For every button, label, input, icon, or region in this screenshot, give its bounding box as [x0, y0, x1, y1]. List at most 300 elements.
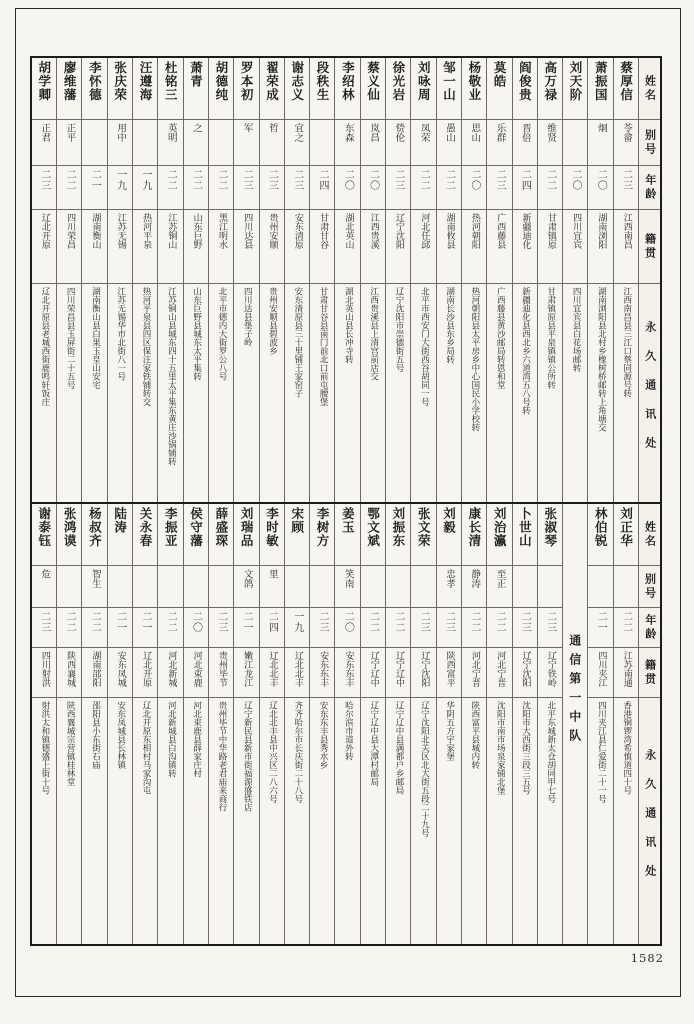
native-place-cell [437, 210, 461, 284]
native-place-cell-text: 河北宁晋 [495, 651, 506, 687]
address-cell-text: 安东清原县三十里铺王家窑子 [292, 287, 303, 398]
header-alias-label [639, 566, 660, 608]
age-cell-text: 二〇 [570, 169, 581, 191]
address-cell [437, 284, 461, 502]
native-place-cell-text: 辽宁沈阳 [394, 213, 405, 249]
name-cell [234, 58, 258, 120]
name-cell-text: 鄂文斌 [365, 507, 381, 548]
age-cell [361, 166, 385, 210]
person-column [233, 58, 258, 502]
name-cell [82, 58, 106, 120]
alias-cell [614, 120, 638, 166]
alias-cell [386, 120, 410, 166]
person-column [132, 504, 157, 944]
alias-cell [487, 120, 511, 166]
age-cell-text: 二三 [392, 169, 404, 191]
age-cell [437, 608, 461, 648]
person-column [183, 504, 208, 944]
age-cell [411, 166, 435, 210]
alias-cell [108, 120, 132, 166]
address-cell [538, 284, 562, 502]
alias-cell [209, 566, 233, 608]
name-cell [260, 58, 284, 120]
address-cell-text: 哈尔滨市道外转 [343, 701, 354, 761]
person-column [259, 58, 284, 502]
name-cell [335, 58, 359, 120]
age-cell [386, 608, 410, 648]
page-number: 1582 [630, 951, 664, 965]
name-cell [310, 504, 334, 566]
native-place-cell-text: 广西藤县 [495, 213, 506, 249]
name-cell-text: 李绍林 [340, 61, 356, 102]
person-column [157, 58, 182, 502]
address-cell-text: 沈阳市大西街三段三五号 [520, 701, 531, 795]
native-place-cell-text: 江苏铜山 [166, 213, 177, 249]
address-cell [260, 698, 284, 944]
name-cell-text: 阎俊贵 [517, 61, 533, 102]
native-place-cell-text: 河北宁晋 [469, 651, 480, 687]
native-place-cell [487, 210, 511, 284]
age-cell-text: 二四 [519, 169, 531, 191]
alias-cell-text: 贽伦 [393, 123, 405, 142]
alias-cell [234, 566, 258, 608]
age-cell [158, 166, 182, 210]
alias-cell [32, 120, 56, 166]
person-column [461, 58, 486, 502]
name-cell [82, 504, 106, 566]
age-cell [158, 608, 182, 648]
age-cell-text: 二二 [443, 169, 455, 191]
person-column [56, 58, 81, 502]
header-name-label-text: 姓名 [643, 74, 657, 103]
native-place-cell-text: 湖南攸县 [444, 213, 455, 249]
age-cell-text: 一九 [114, 169, 126, 191]
alias-cell-text: 英明 [165, 123, 177, 142]
name-cell-text: 宋顾 [289, 507, 305, 534]
header-native-label-text: 籍贯 [643, 232, 657, 261]
name-cell-text: 廖维藩 [62, 61, 78, 102]
name-cell-text: 刘正华 [618, 507, 634, 548]
name-cell [487, 504, 511, 566]
alias-cell [538, 566, 562, 608]
name-cell-text: 侯守藩 [188, 507, 204, 548]
native-place-cell-text: 四川射洪 [39, 651, 50, 687]
age-cell [285, 608, 309, 648]
person-column [284, 504, 309, 944]
age-cell-text: 二三 [38, 169, 50, 191]
native-place-cell-text: 辽北开原 [39, 213, 50, 249]
name-cell [361, 58, 385, 120]
directory-table-bottom [30, 502, 662, 946]
address-cell [614, 284, 638, 502]
alias-cell [335, 120, 359, 166]
age-cell [335, 166, 359, 210]
age-cell-text: 二三 [443, 611, 455, 633]
address-cell-text: 北平市德内大街罗公八号 [216, 287, 227, 381]
age-cell-text: 二三 [620, 169, 632, 191]
address-cell-text: 湖北英山县长冲寺转 [343, 287, 354, 364]
alias-cell [487, 566, 511, 608]
alias-cell [133, 566, 157, 608]
alias-cell [361, 120, 385, 166]
alias-cell [588, 566, 612, 608]
native-place-cell [386, 648, 410, 698]
person-column [259, 504, 284, 944]
alias-cell [57, 566, 81, 608]
native-place-cell [310, 210, 334, 284]
person-column [107, 504, 132, 944]
alias-cell-text: 文鸽 [241, 569, 253, 588]
address-cell [82, 284, 106, 502]
alias-cell [335, 566, 359, 608]
address-cell [184, 284, 208, 502]
address-cell [285, 698, 309, 944]
name-cell [462, 504, 486, 566]
native-place-cell [108, 648, 132, 698]
age-cell [437, 166, 461, 210]
header-native-label-text: 籍贯 [643, 658, 657, 687]
native-place-cell [614, 210, 638, 284]
name-cell-text: 胡德纯 [213, 61, 229, 102]
native-place-cell-text: 辽宁铁岭 [545, 651, 556, 687]
address-cell [563, 284, 587, 502]
alias-cell-text: 凤荣 [418, 123, 430, 142]
person-column [461, 504, 486, 944]
alias-cell [386, 566, 410, 608]
native-place-cell [285, 210, 309, 284]
address-cell-text: 湖南衡山县白果玉皇山安宅 [90, 287, 101, 389]
name-cell [57, 58, 81, 120]
age-cell [108, 166, 132, 210]
age-cell [462, 166, 486, 210]
name-cell-text: 李怀德 [87, 61, 103, 102]
address-cell-text: 广西藤县黄沙邮局转恩和堂 [495, 287, 506, 389]
native-place-cell [538, 648, 562, 698]
address-cell [108, 698, 132, 944]
person-column [512, 58, 537, 502]
person-column [233, 504, 258, 944]
address-cell-text: 山东巨野县城东太平集转 [191, 287, 202, 381]
header-address-label [639, 284, 660, 502]
alias-cell [513, 566, 537, 608]
address-cell-text: 湖南长沙县东乡局转 [444, 287, 455, 364]
name-cell-text: 萧青 [188, 61, 204, 88]
age-cell-text: 二四 [266, 611, 278, 633]
age-cell-text: 二一 [89, 169, 101, 191]
native-place-cell [361, 648, 385, 698]
address-cell-text: 甘肃甘谷县南门前北口前屯腰堡 [318, 287, 329, 406]
native-place-cell-text: 甘肃甘谷 [318, 213, 329, 249]
native-place-cell [411, 210, 435, 284]
alias-cell-text: 至正 [494, 569, 506, 588]
address-cell-text: 甘肃镇原县平泉镇镇公所转 [545, 287, 556, 389]
alias-cell-text: 里 [266, 569, 278, 579]
age-cell [209, 608, 233, 648]
header-name-label-text: 姓名 [643, 520, 657, 549]
name-cell-text: 张庆荣 [112, 61, 128, 102]
address-cell [209, 284, 233, 502]
age-cell-text: 二二 [367, 611, 379, 633]
person-column [410, 504, 435, 944]
alias-cell [82, 566, 106, 608]
native-place-cell [487, 648, 511, 698]
age-cell [285, 166, 309, 210]
alias-cell [32, 566, 56, 608]
alias-cell [310, 566, 334, 608]
age-cell-text: 二三 [38, 611, 50, 633]
native-place-cell [260, 648, 284, 698]
alias-cell [184, 566, 208, 608]
address-cell-text: 四川宜宾县白花场邮转 [571, 287, 582, 372]
age-cell [184, 166, 208, 210]
age-cell-text: 二三 [418, 611, 430, 633]
age-cell-text: 二三 [519, 611, 531, 633]
person-column [385, 504, 410, 944]
address-cell-text: 江苏无锡华市北街八一号 [115, 287, 126, 381]
native-place-cell-text: 安东凤城 [115, 651, 126, 687]
address-cell [487, 284, 511, 502]
alias-cell-text: 思山 [469, 123, 481, 142]
person-column [32, 58, 56, 502]
native-place-cell [538, 210, 562, 284]
header-name-label [639, 504, 660, 566]
age-cell-text: 一九 [139, 169, 151, 191]
name-cell-text: 薛盛琛 [213, 507, 229, 548]
alias-cell-text: 哲 [266, 123, 278, 133]
address-cell [108, 284, 132, 502]
person-column [56, 504, 81, 944]
age-cell-text: 二一 [241, 611, 253, 633]
native-place-cell-text: 湖南浏阳 [596, 213, 607, 249]
age-cell [310, 166, 334, 210]
native-place-cell [462, 648, 486, 698]
address-cell-text: 华阴五方宇家堡 [444, 701, 455, 761]
native-place-cell [57, 648, 81, 698]
age-cell [563, 166, 587, 210]
address-cell [209, 698, 233, 944]
name-cell [108, 58, 132, 120]
alias-cell [588, 120, 612, 166]
alias-cell-text: 东森 [342, 123, 354, 142]
native-place-cell [437, 648, 461, 698]
age-cell [260, 608, 284, 648]
header-age-label [639, 166, 660, 210]
person-column [562, 58, 587, 502]
name-cell [386, 504, 410, 566]
native-place-cell [260, 210, 284, 284]
age-cell-text: 二三 [266, 169, 278, 191]
address-cell [234, 284, 258, 502]
header-address-label [639, 698, 660, 944]
address-cell [32, 284, 56, 502]
name-cell [335, 504, 359, 566]
name-cell-text: 李振亚 [163, 507, 179, 548]
age-cell-text: 二〇 [367, 169, 379, 191]
native-place-cell [513, 648, 537, 698]
age-cell [57, 166, 81, 210]
address-cell [361, 284, 385, 502]
native-place-cell-text: 贵州毕节 [216, 651, 227, 687]
address-cell-text: 河北新城县白沟镇转 [166, 701, 177, 778]
address-cell [310, 698, 334, 944]
age-cell-text: 二〇 [595, 169, 607, 191]
age-cell-text: 二二 [89, 611, 101, 633]
address-cell-text: 邵阳县小东街石庙 [90, 701, 101, 769]
age-cell-text: 二三 [544, 611, 556, 633]
alias-cell [82, 120, 106, 166]
alias-cell-text: 愚山 [443, 123, 455, 142]
name-cell-text: 杨叔齐 [87, 507, 103, 548]
address-cell-text: 香港铜锣湾希慎道四十号 [621, 701, 632, 795]
native-place-cell-text: 辽宁辽中 [394, 651, 405, 687]
alias-cell-text: 正平 [64, 123, 76, 142]
name-cell [285, 58, 309, 120]
person-column [81, 58, 106, 502]
name-cell [209, 504, 233, 566]
header-column [638, 58, 660, 502]
person-column [32, 504, 56, 944]
native-place-cell [32, 648, 56, 698]
section-title-cell [563, 504, 587, 944]
alias-cell [437, 120, 461, 166]
alias-cell-text: 笑南 [342, 569, 354, 588]
name-cell-text: 刘瑞品 [239, 507, 255, 548]
person-column [309, 58, 334, 502]
name-cell-text: 胡学卿 [36, 61, 52, 102]
native-place-cell [310, 648, 334, 698]
age-cell-text: 二二 [392, 611, 404, 633]
address-cell-text: 安东东丰县秀水乡 [318, 701, 329, 769]
header-address-label-text: 永久通讯处 [643, 320, 657, 466]
native-place-cell-text: 江苏无锡 [115, 213, 126, 249]
native-place-cell-text: 嫩江龙江 [242, 651, 253, 687]
name-cell [513, 504, 537, 566]
age-cell-text: 二二 [64, 611, 76, 633]
address-cell-text: 陕西襄城宗营镇桂林堂 [65, 701, 76, 786]
age-cell [538, 608, 562, 648]
directory-tables [30, 56, 662, 946]
address-cell-text: 辽宁沈阳市崇德街五号 [394, 287, 405, 372]
address-cell-text: 齐齐哈尔市长庆街二十八号 [292, 701, 303, 803]
person-column [360, 504, 385, 944]
person-column [537, 58, 562, 502]
age-cell-text: 二〇 [342, 169, 354, 191]
age-cell-text: 二二 [494, 611, 506, 633]
name-cell [32, 58, 56, 120]
section-title-text: 通信第一中队 [567, 634, 582, 748]
age-cell-text: 二二 [190, 169, 202, 191]
alias-cell [234, 120, 258, 166]
age-cell [310, 608, 334, 648]
person-column [132, 58, 157, 502]
name-cell [361, 504, 385, 566]
name-cell [260, 504, 284, 566]
age-cell-text: 二二 [165, 611, 177, 633]
name-cell-text: 康长清 [466, 507, 482, 548]
address-cell [335, 284, 359, 502]
name-cell-text: 高万禄 [542, 61, 558, 102]
age-cell-text: 二二 [468, 611, 480, 633]
address-cell [386, 698, 410, 944]
age-cell [462, 608, 486, 648]
age-cell-text: 二二 [544, 169, 556, 191]
native-place-cell [82, 648, 106, 698]
address-cell [386, 284, 410, 502]
native-place-cell [184, 210, 208, 284]
age-cell [335, 608, 359, 648]
name-cell [614, 504, 638, 566]
native-place-cell [462, 210, 486, 284]
alias-cell [133, 120, 157, 166]
person-column [334, 58, 359, 502]
address-cell-text: 四川达县垫子岭 [242, 287, 253, 347]
age-cell [538, 166, 562, 210]
age-cell [487, 166, 511, 210]
alias-cell [285, 120, 309, 166]
address-cell-text: 辽北北丰县中兴区二八六号 [267, 701, 278, 803]
person-column [587, 58, 612, 502]
name-cell [487, 58, 511, 120]
alias-cell-text: 智生 [89, 569, 101, 588]
person-column [360, 58, 385, 502]
native-place-cell [209, 648, 233, 698]
address-cell [133, 284, 157, 502]
native-place-cell-text: 陕西富平 [444, 651, 455, 687]
name-cell [209, 58, 233, 120]
address-cell-text: 四川荣昌县玉屏街二十五号 [65, 287, 76, 389]
alias-cell [184, 120, 208, 166]
native-place-cell-text: 河北新城 [166, 651, 177, 687]
address-cell [285, 284, 309, 502]
header-native-label [639, 648, 660, 698]
name-cell [158, 58, 182, 120]
name-cell-text: 刘天阶 [568, 61, 583, 102]
age-cell-text: 二二 [165, 169, 177, 191]
age-cell [513, 166, 537, 210]
native-place-cell [513, 210, 537, 284]
native-place-cell-text: 安东东丰 [343, 651, 354, 687]
age-cell-text: 二三 [215, 611, 227, 633]
alias-cell-text: 用中 [115, 123, 127, 142]
name-cell [462, 58, 486, 120]
name-cell [513, 58, 537, 120]
alias-cell [285, 566, 309, 608]
age-cell-text: 二二 [215, 169, 227, 191]
native-place-cell [588, 210, 612, 284]
address-cell [462, 284, 486, 502]
name-cell-text: 蔡厚信 [618, 61, 634, 102]
name-cell-text: 蔡义仙 [365, 61, 381, 102]
age-cell [234, 166, 258, 210]
name-cell-text: 杨敬业 [466, 61, 482, 102]
alias-cell-text: 苓畲 [621, 123, 633, 142]
directory-table-top [30, 56, 662, 504]
native-place-cell-text: 辽北北丰 [267, 651, 278, 687]
address-cell [57, 284, 81, 502]
alias-cell-text: 宜之 [292, 123, 304, 142]
alias-cell [158, 120, 182, 166]
name-cell [538, 58, 562, 120]
native-place-cell [614, 648, 638, 698]
address-cell-text: 四川夹江县仁爱街二十一号 [596, 701, 607, 803]
native-place-cell-text: 辽北北丰 [292, 651, 303, 687]
alias-cell-text: 之 [191, 123, 203, 133]
address-cell-text: 陕西富平县城内转 [469, 701, 480, 769]
native-place-cell-text: 安东东丰 [318, 651, 329, 687]
native-place-cell-text: 辽宁辽中 [368, 651, 379, 687]
address-cell-text: 新疆迪化县西北乡六道湾五八号转 [520, 287, 531, 415]
address-cell-text: 江西贵溪县上清宫前店交 [368, 287, 379, 381]
